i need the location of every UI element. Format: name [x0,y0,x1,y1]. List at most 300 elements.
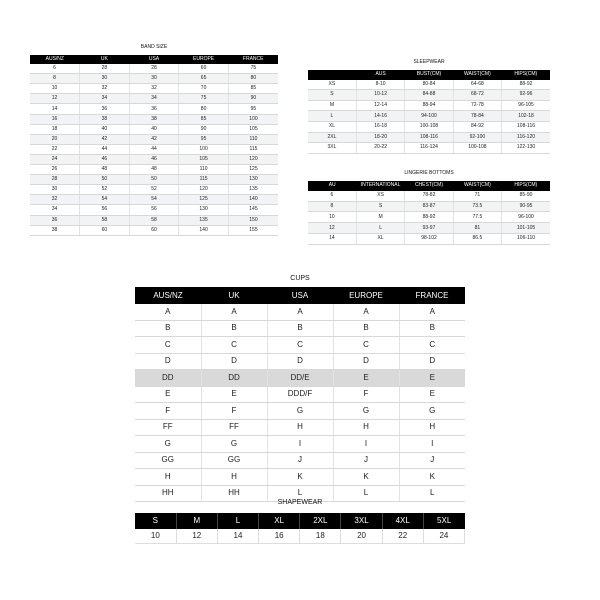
table-cell: 135 [179,215,229,225]
column-header: HIPS(CM) [502,70,550,80]
table-cell: 110 [179,165,229,175]
table-cell: 125 [228,165,278,175]
table-cell: 8-10 [356,80,404,90]
table-cell: HH [135,485,201,502]
table-row [135,370,465,387]
table-cell: 30 [30,185,80,195]
table-cell: 96-105 [502,100,550,111]
table-cell: 24 [30,154,80,164]
table-cell: 46 [80,154,130,164]
sleepwear-section [308,60,550,154]
table-cell: 116-124 [405,143,453,154]
column-header: FRANCE [399,287,465,304]
table-cell: B [399,320,465,337]
table-cell: XL [356,233,404,244]
table-cell: 108-116 [405,132,453,143]
table-cell: 90 [228,94,278,104]
table-cell: H [399,419,465,436]
table-cell: K [399,469,465,486]
table-row [308,90,550,101]
table-cell: 38 [129,114,179,124]
table-cell: H [267,419,333,436]
table-cell: 54 [80,195,130,205]
table-cell: E [135,386,201,403]
table-cell: 42 [129,134,179,144]
table-cell: 108-116 [502,121,550,132]
column-header: FRANCE [228,55,278,64]
table-cell: 54 [129,195,179,205]
table-cell: 38 [80,114,130,124]
table-cell: XL [308,121,356,132]
table-cell: C [135,337,201,354]
table-cell: 48 [80,165,130,175]
column-header: UK [201,287,267,304]
table-cell: L [333,485,399,502]
table-row [30,104,278,114]
table-cell: A [267,304,333,320]
table-row [30,165,278,175]
table-row [135,337,465,354]
table-cell: E [333,370,399,387]
table-cell: S [356,201,404,212]
table-row [30,215,278,225]
table-cell: K [333,469,399,486]
table-cell: GG [201,452,267,469]
table-row [135,469,465,486]
table-cell: 78-84 [453,111,501,122]
table-cell: J [333,452,399,469]
table-cell: 34 [30,205,80,215]
table-row [135,452,465,469]
table-cell: 122-130 [502,143,550,154]
table-cell: 14 [30,104,80,114]
table-cell: 40 [129,124,179,134]
table-cell: 75 [179,94,229,104]
table-cell: B [201,320,267,337]
table-cell: 32 [30,195,80,205]
table-cell: 105 [228,124,278,134]
cups-table [135,287,465,502]
table-cell: 60 [80,225,130,235]
table-cell: 30 [129,74,179,84]
table-row [308,201,550,212]
table-row [30,154,278,164]
size-value: 14 [217,529,258,544]
table-cell: 48 [129,165,179,175]
column-header: INTERNATIONAL [356,181,404,191]
table-cell: DD [201,370,267,387]
table-cell: H [333,419,399,436]
table-cell: 16 [30,114,80,124]
table-cell: 40 [80,124,130,134]
table-row [30,195,278,205]
table-cell: FF [135,419,201,436]
table-cell: 93-97 [405,223,453,234]
size-value: 10 [135,529,176,544]
table-cell: 20 [30,134,80,144]
table-cell: C [399,337,465,354]
table-cell: 135 [228,185,278,195]
table-row [30,74,278,84]
table-cell: E [399,370,465,387]
table-cell: 80 [179,104,229,114]
table-cell: GG [135,452,201,469]
table-cell: 86.5 [453,233,501,244]
column-header: AUS/NZ [30,55,80,64]
table-cell: 26 [30,165,80,175]
table-cell: J [267,452,333,469]
lingerie-bottoms-table [308,181,550,245]
table-cell: 46 [129,154,179,164]
table-cell: 10-12 [356,90,404,101]
table-cell: 32 [80,84,130,94]
table-cell: G [399,403,465,420]
table-cell: 36 [80,104,130,114]
table-row [30,175,278,185]
table-cell: 98-102 [405,233,453,244]
table-cell: L [308,111,356,122]
table-cell: 44 [80,144,130,154]
table-cell: G [201,436,267,453]
table-cell: E [201,386,267,403]
table-cell: 110 [228,134,278,144]
table-cell: 84-88 [405,90,453,101]
cups-section [135,275,465,502]
shapewear-table [135,513,465,544]
table-cell: 140 [228,195,278,205]
table-cell: I [399,436,465,453]
table-cell: 20-22 [356,143,404,154]
table-cell: 94-100 [405,111,453,122]
table-row [30,114,278,124]
table-cell: 32 [129,84,179,94]
column-header [308,70,356,80]
table-row [308,191,550,201]
table-row [308,80,550,90]
table-row [308,143,550,154]
table-row [30,124,278,134]
sleepwear-title: SLEEPWEAR [413,59,445,65]
table-row [30,64,278,74]
table-cell: 125 [179,195,229,205]
table-cell: 12 [308,223,356,234]
table-cell: 85-90 [502,191,550,201]
table-cell: 95 [228,104,278,114]
sleepwear-header-row [308,70,550,80]
table-cell: B [267,320,333,337]
table-cell: B [135,320,201,337]
table-cell: 22 [30,144,80,154]
sleepwear-body [308,80,550,154]
table-cell: 72-78 [453,100,501,111]
size-header: M [176,513,217,529]
table-cell: 50 [80,175,130,185]
table-row [135,386,465,403]
table-cell: 36 [30,215,80,225]
table-cell: C [333,337,399,354]
table-row [30,225,278,235]
table-row [30,185,278,195]
cups-body [135,304,465,502]
table-cell: DD [135,370,201,387]
table-cell: 95 [179,134,229,144]
table-cell: E [399,386,465,403]
table-cell: 60 [179,64,229,74]
table-cell: 10 [30,84,80,94]
size-header: 4XL [382,513,423,529]
table-cell: 84-92 [453,121,501,132]
shapewear-header-row [135,513,465,529]
table-cell: L [267,485,333,502]
shapewear-title: SHAPEWEAR [277,499,323,506]
size-header: 5XL [423,513,464,529]
table-cell: 3XL [308,143,356,154]
table-cell: 155 [228,225,278,235]
column-header: EUROPE [333,287,399,304]
table-cell: FF [201,419,267,436]
table-cell: 145 [228,205,278,215]
table-row [308,100,550,111]
table-cell: M [308,100,356,111]
table-cell: 34 [80,94,130,104]
table-row [135,436,465,453]
table-cell: 6 [30,64,80,74]
table-cell: A [333,304,399,320]
table-cell: DDD/F [267,386,333,403]
table-cell: I [267,436,333,453]
table-cell: F [135,403,201,420]
table-cell: 106-110 [502,233,550,244]
table-cell: 85 [228,84,278,94]
size-value: 20 [341,529,382,544]
table-cell: 100-108 [453,143,501,154]
table-cell: 88-94 [405,100,453,111]
table-cell: 56 [129,205,179,215]
table-cell: A [135,304,201,320]
column-header: AUS [356,70,404,80]
table-cell: 58 [80,215,130,225]
column-header: CHEST(CM) [405,181,453,191]
table-cell: 6 [308,191,356,201]
table-cell: 100-108 [405,121,453,132]
column-header: AUS/NZ [135,287,201,304]
table-cell: A [399,304,465,320]
table-cell: 105 [179,154,229,164]
table-cell: 65 [179,74,229,84]
table-row [135,419,465,436]
table-row [30,134,278,144]
cups-header-row [135,287,465,304]
lingerie-body [308,191,550,244]
column-header: WAIST(CM) [453,70,501,80]
table-row [135,304,465,320]
size-value: 16 [259,529,300,544]
table-cell: 12 [30,94,80,104]
column-header: BUST(CM) [405,70,453,80]
table-cell: 130 [228,175,278,185]
table-cell: 90-95 [502,201,550,212]
table-cell: 78-82 [405,191,453,201]
table-cell: 81 [453,223,501,234]
size-header: 2XL [300,513,341,529]
table-row [308,233,550,244]
table-cell: 85 [179,114,229,124]
column-header: HIPS(CM) [502,181,550,191]
table-cell: 120 [179,185,229,195]
table-cell: F [333,386,399,403]
table-cell: 88-92 [502,80,550,90]
table-row [135,403,465,420]
table-cell: 28 [30,175,80,185]
column-header: AU [308,181,356,191]
table-cell: 70 [179,84,229,94]
table-cell: I [333,436,399,453]
table-cell: 34 [129,94,179,104]
lingerie-header-row [308,181,550,191]
table-cell: M [356,212,404,223]
table-cell: 120 [228,154,278,164]
table-cell: 101-105 [502,223,550,234]
table-cell: 77.5 [453,212,501,223]
lingerie-bottoms-section [308,171,550,245]
table-row [308,132,550,143]
size-header: S [135,513,176,529]
band-size-body [30,64,278,235]
table-cell: D [135,353,201,370]
table-row [308,212,550,223]
table-cell: 96-100 [502,212,550,223]
table-cell: 115 [179,175,229,185]
size-value: 12 [176,529,217,544]
table-row [308,111,550,122]
table-cell: 28 [80,64,130,74]
table-cell: L [399,485,465,502]
table-cell: 18-20 [356,132,404,143]
table-row [135,320,465,337]
table-cell: 10 [308,212,356,223]
table-cell: 8 [30,74,80,84]
table-cell: 115 [228,144,278,154]
table-cell: 52 [80,185,130,195]
table-cell: B [333,320,399,337]
table-cell: 42 [80,134,130,144]
table-cell: D [201,353,267,370]
table-cell: XS [308,80,356,90]
table-cell: S [308,90,356,101]
column-header: USA [267,287,333,304]
table-cell: D [333,353,399,370]
shapewear-value-row [135,529,465,544]
table-cell: C [267,337,333,354]
table-cell: C [201,337,267,354]
table-cell: 150 [228,215,278,225]
table-cell: 58 [129,215,179,225]
table-cell: 71 [453,191,501,201]
table-cell: 73.5 [453,201,501,212]
table-cell: 75 [228,64,278,74]
table-cell: F [201,403,267,420]
size-header: L [217,513,258,529]
table-cell: 100 [228,114,278,124]
table-row [30,94,278,104]
column-header: WAIST(CM) [453,181,501,191]
table-cell: J [399,452,465,469]
band-size-table [30,55,278,236]
table-row [30,84,278,94]
table-cell: 28 [129,64,179,74]
band-size-title: BAND SIZE [140,44,168,50]
table-cell: 2XL [308,132,356,143]
table-cell: 64-68 [453,80,501,90]
table-cell: 52 [129,185,179,195]
table-cell: 44 [129,144,179,154]
table-cell: A [201,304,267,320]
band-size-section [30,45,278,236]
table-row [135,353,465,370]
table-cell: 56 [80,205,130,215]
table-cell: 80-84 [405,80,453,90]
table-cell: K [267,469,333,486]
table-cell: 12-14 [356,100,404,111]
table-cell: 88-92 [405,212,453,223]
table-cell: DD/E [267,370,333,387]
table-cell: 116-120 [502,132,550,143]
table-cell: 60 [129,225,179,235]
table-cell: 14-16 [356,111,404,122]
table-cell: HH [201,485,267,502]
size-value: 24 [423,529,464,544]
table-row [30,205,278,215]
table-cell: 30 [80,74,130,84]
table-cell: G [135,436,201,453]
column-header: UK [80,55,130,64]
table-cell: D [399,353,465,370]
table-cell: G [267,403,333,420]
table-cell: H [135,469,201,486]
table-cell: 18 [30,124,80,134]
column-header: EUROPE [179,55,229,64]
table-cell: 50 [129,175,179,185]
table-cell: 92-96 [502,90,550,101]
table-cell: 102-18 [502,111,550,122]
size-value: 22 [382,529,423,544]
table-row [30,144,278,154]
table-row [308,223,550,234]
sleepwear-table [308,70,550,154]
table-cell: 80 [228,74,278,84]
table-cell: 14 [308,233,356,244]
band-size-header-row [30,55,278,64]
shapewear-section [135,499,465,544]
size-header: XL [259,513,300,529]
table-cell: D [267,353,333,370]
table-cell: 83-87 [405,201,453,212]
size-header: 3XL [341,513,382,529]
column-header: USA [129,55,179,64]
table-cell: 68-72 [453,90,501,101]
table-cell: XS [356,191,404,201]
table-cell: 92-100 [453,132,501,143]
cups-title: CUPS [290,275,310,282]
table-cell: 16-18 [356,121,404,132]
size-value: 18 [300,529,341,544]
table-cell: 140 [179,225,229,235]
table-cell: H [201,469,267,486]
lingerie-bottoms-title: LINGERIE BOTTOMS [404,170,454,176]
table-cell: 38 [30,225,80,235]
table-cell: 130 [179,205,229,215]
table-cell: 36 [129,104,179,114]
